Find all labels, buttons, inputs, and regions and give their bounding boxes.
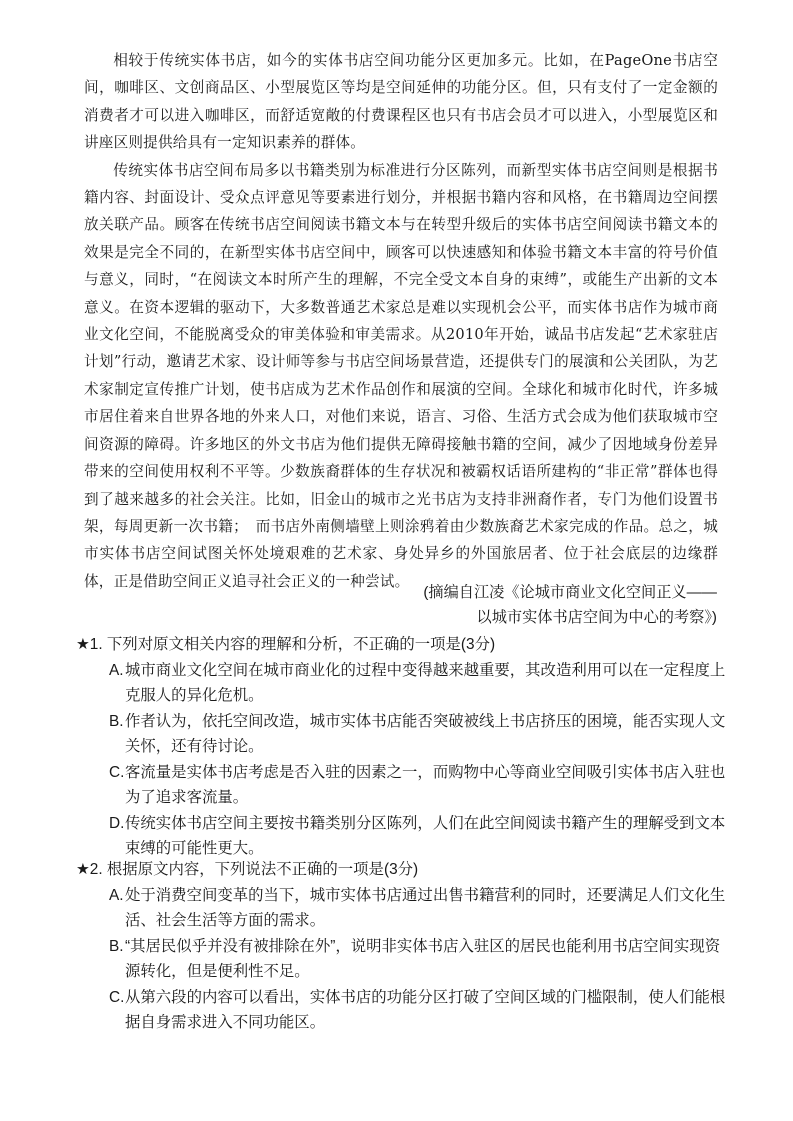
option-text: “其居民似乎并没有被排除在外”，说明非实体书店入驻区的居民也能利用书店空间实现资源转化，但是便利性不足。: [125, 937, 721, 980]
passage-paragraph-2: 传统实体书店空间布局多以书籍类别为标准进行分区陈列，而新型实体书店空间则是根据书籍内容、封面设计、受众点评意见等要素进行划分，并根据书籍内容和风格，在书籍周边空间摆放关联产品。顾客在传统书店空间阅读书籍文本与在转型升级后的实体书店空间阅读书籍文本的效果是完全不同的，在新型实体书店空间中，顾客可以快速感知和体验书籍文本丰富的符号价值与意义，同时，“在阅读文本时所产生的理解，不完全受文本自身的束缚”，或能生产出新的文本意义。在资本逻辑的驱动下，大多数普通艺术家总是难以实现机会公平，而实体书店作为城市商业文化空间，不能脱离受众的审美体验和审美需求。从2010年开始，诚品书店发起“艺术家驻店计划”行动，邀请艺术家、设计师等参与书店空间场景营造，还提供专门的展演和公关团队，为艺术家制定宣传推广计划，使书店成为艺术作品创作和展演的空间。全球化和城市化时代，许多城市居住着来自世界各地的外来人口，对他们来说，语言、习俗、生活方式会成为他们获取城市空间资源的障碍。许多地区的外文书店为他们提供无障碍接触书籍的空间，减少了因地域身份差异带来的空间使用权利不平等。少数族裔群体的生存状况和被霸权话语所建构的“非正常”群体也得到了越来越多的社会关注。比如，旧金山的城市之光书店为支持非洲裔作者，专门为他们设置书架，每周更新一次书籍； 而书店外南侧墙壁上则涂鸦着由少数族裔艺术家完成的作品。总之，城市实体书店空间试图关怀处境艰难的艺术家、身处异乡的外国旅居者、位于社会底层的边缘群体，正是借助空间正义追寻社会正义的一种尝试。: [84, 161, 718, 590]
question-1-option-c: [109, 760, 726, 811]
option-label: C.: [109, 988, 125, 1006]
article-passage: [84, 47, 718, 595]
option-label: B.: [109, 937, 124, 955]
option-text: 城市商业文化空间在城市商业化的过程中变得越来越重要，其改造利用可以在一定程度上克服人的异化危机。: [125, 661, 726, 704]
source-citation: [317, 580, 717, 630]
question-2: [76, 857, 726, 1036]
question-2-stem: ★2. 根据原文内容，下列说法不正确的一项是(3分): [76, 861, 419, 878]
passage-paragraph-1: 相较于传统实体书店，如今的实体书店空间功能分区更加多元。比如，在PageOne书店空间，咖啡区、文创商品区、小型展览区等均是空间延伸的功能分区。但，只有支付了一定金额的消费者才可以进入咖啡区，而舒适宽敞的付费课程区也只有书店会员才可以进入，小型展览区和讲座区则提供给具有一定知识素养的群体。: [84, 52, 718, 152]
question-1-stem: ★1. 下列对原文相关内容的理解和分析，不正确的一项是(3分): [76, 636, 496, 653]
option-text: 处于消费空间变革的当下，城市实体书店通过出售书籍营利的同时，还要满足人们文化生活、社会生活等方面的需求。: [125, 886, 726, 929]
source-line-1: (摘编自江凌《论城市商业文化空间正义——: [423, 584, 717, 601]
question-1-option-b: [109, 709, 726, 760]
question-2-option-b: [109, 934, 726, 985]
option-label: C.: [109, 763, 125, 781]
option-text: 作者认为，依托空间改造，城市实体书店能否突破被线上书店挤压的困境，能否实现人文关怀，还有待讨论。: [125, 712, 726, 755]
option-text: 从第六段的内容可以看出，实体书店的功能分区打破了空间区域的门槛限制，使人们能根据自身需求进入不同功能区。: [125, 988, 726, 1031]
option-text: 客流量是实体书店考虑是否入驻的因素之一，而购物中心等商业空间吸引实体书店入驻也为了追求客流量。: [125, 763, 726, 806]
option-label: D.: [109, 814, 125, 832]
question-1: [76, 632, 726, 862]
source-line-2: 以城市实体书店空间为中心的考察》): [476, 609, 717, 626]
option-text: 传统实体书店空间主要按书籍类别分区陈列，人们在此空间阅读书籍产生的理解受到文本束缚的可能性更大。: [125, 814, 726, 857]
option-label: A.: [109, 886, 124, 904]
question-2-option-a: [109, 883, 726, 934]
question-2-option-c: [109, 985, 726, 1036]
question-1-option-d: [109, 811, 726, 862]
question-1-option-a: [109, 658, 726, 709]
option-label: B.: [109, 712, 124, 730]
option-label: A.: [109, 661, 124, 679]
